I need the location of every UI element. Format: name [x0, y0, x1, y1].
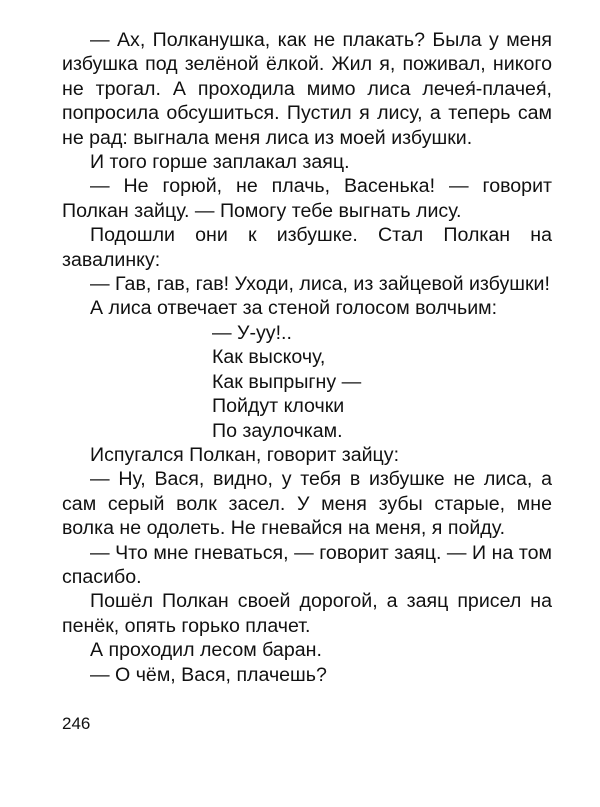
poem-line: Как выпрыгну —	[212, 370, 362, 393]
poem-line: Как выскочу,	[212, 346, 326, 369]
paragraph: А лиса отвечает за стеной голосом волчьим:	[90, 297, 498, 320]
poem-block	[212, 321, 552, 443]
paragraph: И того горше заплакал заяц.	[90, 151, 350, 174]
paragraph: — Не горюй, не плачь, Васенька! — говорит Полкан зайцу. — Помогу тебе выгнать лису.	[62, 175, 552, 222]
paragraph: — О чём, Вася, плачешь?	[90, 663, 327, 686]
page-number: 246	[62, 714, 91, 733]
poem-line: Пойдут клочки	[212, 395, 345, 418]
paragraph: — Гав, гав, гав! Уходи, лиса, из зайцевой избушки!	[90, 273, 550, 296]
paragraph: Испугался Полкан, говорит зайцу:	[90, 443, 400, 466]
paragraph: Подошли они к избушке. Стал Полкан на завалинку:	[62, 224, 552, 271]
paragraph: — Ну, Вася, видно, у тебя в избушке не лиса, а сам серый волк засел. У меня зубы старые, мне волка не одолеть. Не гневайся на меня, я пойду.	[62, 468, 552, 540]
paragraph: А проходил лесом баран.	[90, 639, 322, 662]
poem-line: — У-уу!..	[212, 321, 292, 344]
poem-line: По заулочкам.	[212, 419, 343, 442]
paragraph: — Ах, Полканушка, как не плакать? Была у меня избушка под зелёной ёлкой. Жил я, поживал, никого не трогал. А проходила мимо лиса лечея́-плачея́, попросила обсушиться. Пустил я лису, а теперь сам не рад: выгнала меня лиса из моей избушки.	[62, 29, 552, 149]
paragraph: — Что мне гневаться, — говорит заяц. — И на том спасибо.	[62, 541, 552, 588]
page-body	[62, 28, 552, 687]
paragraph: Пошёл Полкан своей дорогой, а заяц присел на пенёк, опять горько плачет.	[62, 590, 552, 637]
